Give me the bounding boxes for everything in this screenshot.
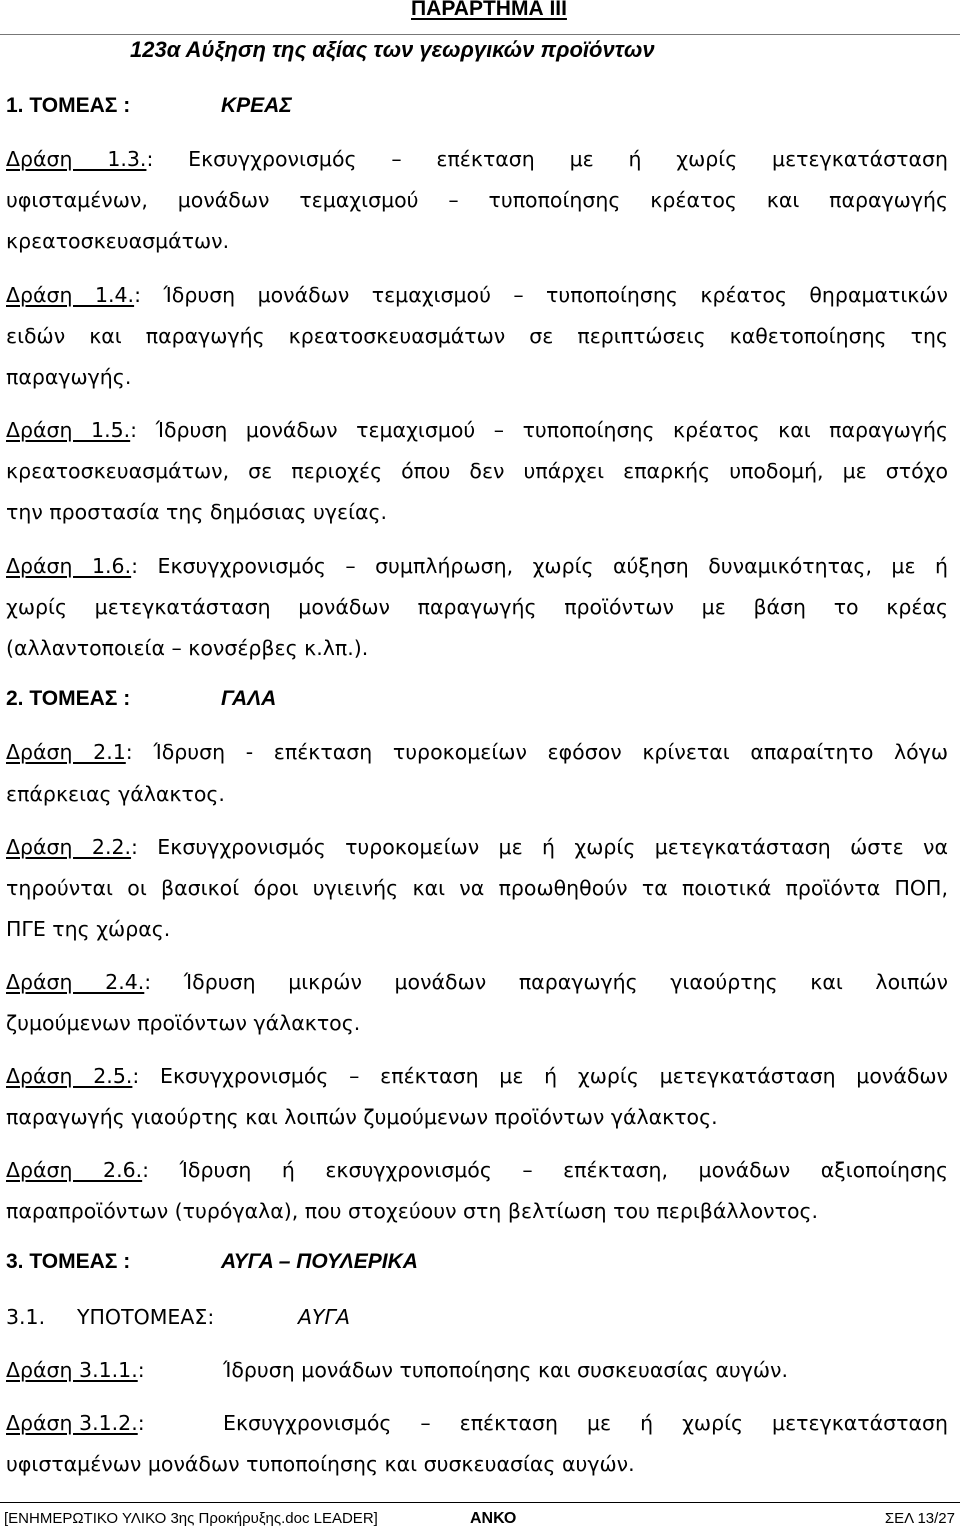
action-2-4-text-1: : Ίδρυση μικρών μονάδων παραγωγής γιαούρτης και λοιπών — [144, 970, 949, 994]
action-3-1-2-line-2: υφισταμένων μονάδων τυποποίησης και συσκευασίας αυγών. — [6, 1452, 635, 1476]
action-2-5-line-1 — [6, 1064, 948, 1088]
sector-3-number: 3. ΤΟΜΕΑΣ : — [6, 1250, 131, 1273]
action-3-1-2-heading — [6, 1411, 145, 1435]
action-2-1-line-1 — [6, 740, 948, 764]
action-3-1-2-line-1: Εκσυγχρονισμός – επέκταση με ή χωρίς μετεγκατάσταση — [223, 1411, 948, 1435]
action-1-3-line-1 — [6, 147, 948, 171]
action-2-5-line-2: παραγωγής γιαούρτης και λοιπών ζυμούμενων προϊόντων γάλακτος. — [6, 1105, 718, 1129]
action-2-2-label: Δράση 2.2. — [6, 835, 132, 859]
action-2-4-line-1 — [6, 970, 948, 994]
measure-title: 123α Αύξηση της αξίας των γεωργικών προϊόντων — [130, 37, 655, 62]
action-1-3-line-2: υφισταμένων, μονάδων τεμαχισμού – τυποποίησης κρέατος και παραγωγής — [6, 188, 948, 212]
action-2-4-label: Δράση 2.4. — [6, 970, 145, 994]
action-2-2-text-1: : Εκσυγχρονισμός τυροκομείων με ή χωρίς μετεγκατάσταση ώστε να — [131, 835, 948, 859]
footer-page: ΣΕΛ 13/27 — [884, 1510, 955, 1527]
action-1-4-label: Δράση 1.4. — [6, 283, 135, 307]
action-3-1-1-label: Δράση 3.1.1. — [6, 1358, 138, 1382]
action-1-4-line-1 — [6, 283, 948, 307]
action-2-5-text-1: : Εκσυγχρονισμός – επέκταση με ή χωρίς μετεγκατάσταση μονάδων — [132, 1064, 949, 1088]
action-1-3-label: Δράση 1.3. — [6, 147, 147, 171]
action-2-4-line-2: ζυμούμενων προϊόντων γάλακτος. — [6, 1011, 361, 1035]
action-1-5-text-1: : Ίδρυση μονάδων τεμαχισμού – τυποποίησης κρέατος και παραγωγής — [130, 418, 948, 442]
subsector-3-1-label: ΥΠΟΤΟΜΕΑΣ: — [77, 1305, 215, 1329]
action-1-5-label: Δράση 1.5. — [6, 418, 131, 442]
action-3-1-2-label: Δράση 3.1.2. — [6, 1411, 138, 1435]
sector-1-number: 1. ΤΟΜΕΑΣ : — [6, 94, 131, 117]
sector-1-heading — [6, 94, 130, 118]
action-2-6-line-2: παραπροϊόντων (τυρόγαλα), που στοχεύουν στη βελτίωση του περιβάλλοντος. — [6, 1199, 819, 1223]
header-rule — [0, 34, 960, 35]
action-1-4-line-3: παραγωγής. — [6, 365, 132, 389]
footer-file: [ΕΝΗΜΕΡΩΤΙΚΟ ΥΛΙΚΟ 3ης Προκήρυξης.doc LEADER] — [4, 1510, 378, 1527]
action-2-6-label: Δράση 2.6. — [6, 1158, 143, 1182]
sector-2-number: 2. ΤΟΜΕΑΣ : — [6, 687, 131, 710]
action-1-6-line-1 — [6, 554, 948, 578]
action-1-4-text-1: : Ίδρυση μονάδων τεμαχισμού – τυποποίησης κρέατος θηραματικών — [134, 283, 948, 307]
action-2-1-text-1: : Ίδρυση - επέκταση τυροκομείων εφόσον κρίνεται απαραίτητο λόγω — [125, 740, 948, 764]
action-3-1-1-text: Ίδρυση μονάδων τυποποίησης και συσκευασίας αυγών. — [223, 1358, 789, 1382]
action-2-1-line-2: επάρκειας γάλακτος. — [6, 782, 225, 806]
action-2-5-label: Δράση 2.5. — [6, 1064, 133, 1088]
appendix-title: ΠΑΡΑΡΤΗΜΑ ΙΙΙ — [411, 0, 567, 20]
action-3-1-2-colon: : — [137, 1411, 145, 1435]
action-3-1-1-heading — [6, 1358, 145, 1382]
action-1-4-line-2: ειδών και παραγωγής κρεατοσκευασμάτων σε περιπτώσεις καθετοποίησης της — [6, 324, 948, 348]
action-1-6-label: Δράση 1.6. — [6, 554, 132, 578]
action-1-5-line-3: την προστασία της δημόσιας υγείας. — [6, 500, 388, 524]
action-2-2-line-2: τηρούνται οι βασικοί όροι υγιεινής και να προωθηθούν τα ποιοτικά προϊόντα ΠΟΠ, — [6, 876, 948, 900]
subsector-3-1-number: 3.1. — [6, 1305, 46, 1329]
action-2-2-line-3: ΠΓΕ της χώρας. — [6, 917, 171, 941]
action-1-5-line-1 — [6, 418, 948, 442]
action-1-5-line-2: κρεατοσκευασμάτων, σε περιοχές όπου δεν υπάρχει επαρκής υποδομή, με στόχο — [6, 459, 948, 483]
action-2-2-line-1 — [6, 835, 948, 859]
action-1-3-text-1: : Εκσυγχρονισμός – επέκταση με ή χωρίς μετεγκατάσταση — [146, 147, 948, 171]
footer-rule — [0, 1502, 960, 1503]
action-1-6-line-2: χωρίς μετεγκατάσταση μονάδων παραγωγής προϊόντων με βάση το κρέας — [6, 595, 948, 619]
action-3-1-1-colon: : — [137, 1358, 145, 1382]
sector-2-name: ΓΑΛΑ — [221, 687, 277, 710]
sector-1-name: ΚΡΕΑΣ — [221, 94, 292, 117]
action-2-1-label: Δράση 2.1 — [6, 740, 126, 764]
subsector-3-1-name: ΑΥΓΑ — [298, 1305, 350, 1329]
action-1-3-line-3: κρεατοσκευασμάτων. — [6, 229, 230, 253]
action-1-6-text-1: : Εκσυγχρονισμός – συμπλήρωση, χωρίς αύξηση δυναμικότητας, με ή — [131, 554, 948, 578]
action-2-6-text-1: : Ίδρυση ή εκσυγχρονισμός – επέκταση, μονάδων αξιοποίησης — [142, 1158, 949, 1182]
action-1-6-line-3: (αλλαντοποιεία – κονσέρβες κ.λπ.). — [6, 636, 369, 660]
footer-org: ΑΝΚΟ — [470, 1510, 517, 1527]
sector-3-name: ΑΥΓΑ – ΠΟΥΛΕΡΙΚΑ — [221, 1250, 418, 1273]
action-2-6-line-1 — [6, 1158, 948, 1182]
